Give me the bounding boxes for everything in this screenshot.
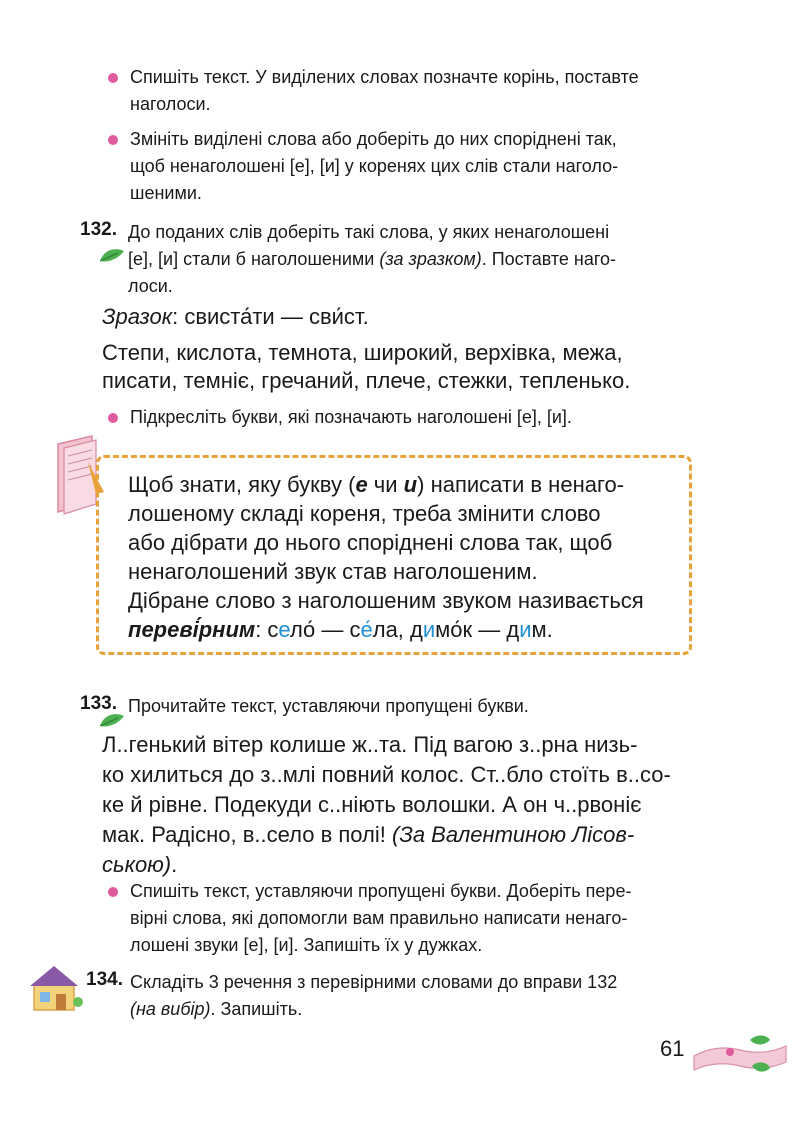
word-list: Степи, кислота, темнота, широкий, верхівка, межа, [102,340,623,365]
exercise-134-task: Складіть 3 речення з перевірними словами до вправи 132 (на вибір). Запишіть. [130,972,618,1019]
bullet-icon [108,135,118,145]
scroll-decoration [690,1030,790,1080]
bullet-icon [108,73,118,83]
intro-bullet-2: Змініть виділені слова або доберіть до них споріднені так, щоб ненаголошені [е], [и] у коренях цих слів стали наголо- шеними. [108,126,618,207]
bullet-icon [108,887,118,897]
exercise-number-132: 132. [80,219,117,240]
exercise-133-bullet: Спишіть текст, уставляючи пропущені букви. Доберіть пере- вірні слова, які допомогли вам правильно написати ненаго- лошені звуки [е], [и]. Запишіть їх у дужках. [108,878,631,959]
exercise-132-task: До поданих слів доберіть такі слова, у яких ненаголошені [е], [и] стали б наголошеними (за зразком). Поставте наго- лоси. [128,222,617,296]
page-number: 61 [660,1036,685,1061]
sample-line: Зразок: свиста́ти — сви́ст. [102,304,369,329]
exercise-133-text: Л..генький вітер колише ж..та. Під вагою з..рна низь- ко хилиться до з..млі повний колос. Ст..бло стоїть в..со- ке й рівне. Подекуди с..ніють волошки. А он ч..рвоніє мак. Радісно, в..село в полі! (За Валентиною Лісов- ською). [102,732,671,877]
exercise-132-bullet: Підкресліть букви, які позначають наголошені [е], [и]. [108,404,572,431]
exercise-133-task: Прочитайте текст, уставляючи пропущені букви. [128,696,529,716]
rule-text: Щоб знати, яку букву (е чи и) написати в ненаго- лошеному складі кореня, треба змінити слово або дібрати до нього споріднені слова так, щоб ненаголошений звук став наголошеним. Дібране слово з наголошеним звуком називається переві́рним: село́ — се́ла, димо́к — дим. [128,472,644,642]
exercise-number-133: 133. [80,693,117,714]
bullet-icon [108,413,118,423]
exercise-number-134: 134. [86,969,123,990]
house-icon [28,962,84,1014]
leaf-icon [98,712,126,728]
leaf-icon [98,247,126,263]
word-list-line-2: писати, темніє, гречаний, плече, стежки, тепленько. [102,368,631,393]
intro-bullet-1: Спишіть текст. У виділених словах позначте корінь, поставте наголоси. [108,64,639,118]
